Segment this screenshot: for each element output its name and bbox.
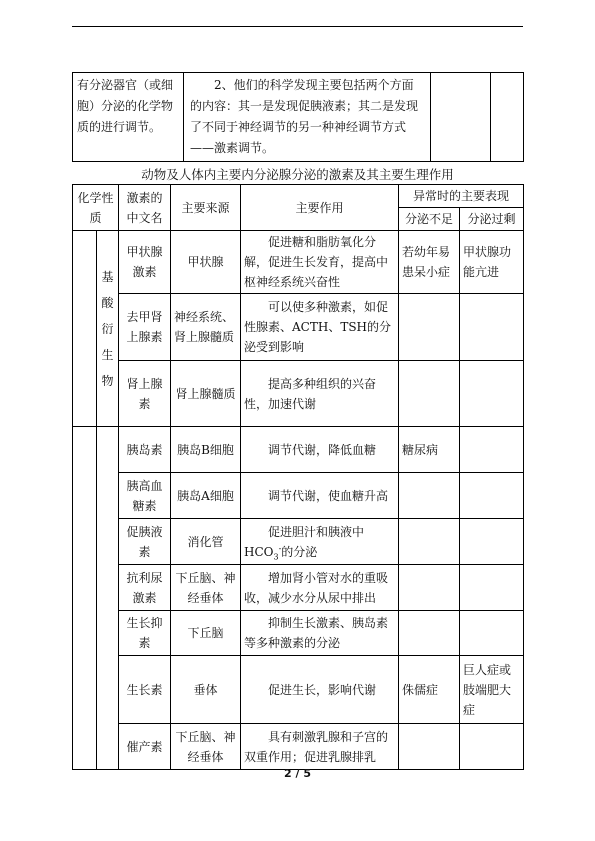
table-row	[73, 565, 524, 611]
hormone-name: 胰岛素	[119, 427, 171, 473]
hormone-function: 增加肾小管对水的重吸收，减少水分从尿中排出	[241, 565, 399, 611]
hormone-name: 生长素	[119, 656, 171, 724]
hormone-function: 抑制生长激素、胰岛素等多种激素的分泌	[241, 611, 399, 656]
hormone-excess	[460, 427, 524, 473]
hormone-name: 胰高血糖素	[119, 473, 171, 519]
hormone-deficient	[399, 361, 460, 427]
hormone-name: 促胰液素	[119, 519, 171, 565]
hormone-name: 甲状腺激素	[119, 231, 171, 294]
hormone-function: 促进生长，影响代谢	[241, 656, 399, 724]
group2-inner-cell	[97, 427, 119, 770]
hormone-excess: 甲状腺功能亢进	[460, 231, 524, 294]
table-caption: 动物及人体内主要内分泌腺分泌的激素及其主要生理作用	[141, 167, 454, 182]
table-row	[73, 473, 524, 519]
hormone-excess	[460, 294, 524, 361]
header-excess: 分泌过剩	[460, 208, 524, 231]
upper-empty-cell-1	[431, 73, 491, 162]
hormone-deficient	[399, 724, 460, 770]
hormone-deficient: 若幼年易患呆小症	[399, 231, 460, 294]
hormone-source: 下丘脑、神经垂体	[171, 565, 241, 611]
upper-left-cell: 有分泌器官（或细胞）分泌的化学物质的进行调节。	[73, 73, 184, 162]
upper-table	[72, 72, 524, 162]
hormone-name: 肾上腺素	[119, 361, 171, 427]
table-row	[73, 724, 524, 770]
hormone-excess	[460, 611, 524, 656]
upper-empty-cell-2	[491, 73, 524, 162]
hormone-source: 甲状腺	[171, 231, 241, 294]
table-row	[73, 656, 524, 724]
hormone-excess: 巨人症或肢端肥大症	[460, 656, 524, 724]
hormone-name: 生长抑素	[119, 611, 171, 656]
hormone-source: 肾上腺髓质	[171, 361, 241, 427]
hormone-source: 下丘脑	[171, 611, 241, 656]
hormone-source: 胰岛A细胞	[171, 473, 241, 519]
hormone-function: 促进糖和脂肪氧化分解，促进生长发育，提高中枢神经系统兴奋性	[241, 231, 399, 294]
hormone-function	[241, 519, 399, 565]
header-name: 激素的中文名	[119, 185, 171, 231]
hormone-excess	[460, 519, 524, 565]
hormone-excess	[460, 473, 524, 519]
hormone-table	[72, 184, 524, 770]
function-line-a: 促进胆汁和胰液中	[268, 524, 365, 539]
group1-outer-cell	[73, 231, 97, 427]
hormone-function: 提高多种组织的兴奋性，加速代谢	[241, 361, 399, 427]
table-row	[73, 611, 524, 656]
upper-main-cell: 2、他们的科学发现主要包括两个方面的内容：其一是发现促胰液素；其二是发现了不同于神经调节的另一种神经调节方式——激素调节。	[184, 73, 431, 162]
hormone-deficient: 侏儒症	[399, 656, 460, 724]
table-row	[73, 361, 524, 427]
group2-outer-cell	[73, 427, 97, 770]
table-row	[73, 294, 524, 361]
table-row	[73, 519, 524, 565]
hormone-excess	[460, 724, 524, 770]
header-row-1	[73, 185, 524, 208]
hormone-name: 去甲肾上腺素	[119, 294, 171, 361]
hormone-excess	[460, 565, 524, 611]
table-row	[73, 231, 524, 294]
upper-row	[73, 73, 524, 162]
hormone-deficient	[399, 611, 460, 656]
table-row	[73, 427, 524, 473]
hormone-deficient	[399, 294, 460, 361]
hormone-function: 调节代谢，降低血糖	[241, 427, 399, 473]
header-abnormal: 异常时的主要表现	[399, 185, 524, 208]
hormone-source: 消化管	[171, 519, 241, 565]
hormone-name: 催产素	[119, 724, 171, 770]
hormone-source: 神经系统、肾上腺髓质	[171, 294, 241, 361]
hormone-excess	[460, 361, 524, 427]
hormone-deficient: 糖尿病	[399, 427, 460, 473]
hormone-function: 具有刺激乳腺和子宫的双重作用；促进乳腺排乳	[241, 724, 399, 770]
group1-label: 基 酸 衍 生 物	[97, 231, 119, 427]
header-function: 主要作用	[241, 185, 399, 231]
hormone-function: 可以使多种激素，如促性腺素、ACTH、TSH的分泌受到影响	[241, 294, 399, 361]
header-nature: 化学性质	[73, 185, 119, 231]
hormone-function: 调节代谢，使血糖升高	[241, 473, 399, 519]
hormone-source: 垂体	[171, 656, 241, 724]
header-deficient: 分泌不足	[399, 208, 460, 231]
hormone-source: 胰岛B细胞	[171, 427, 241, 473]
page-number: 2 / 5	[284, 767, 311, 780]
hormone-name: 抗利尿激素	[119, 565, 171, 611]
function-line-b: $HCO_3^-$的分泌	[244, 543, 318, 561]
header-rule	[72, 26, 523, 27]
hormone-deficient	[399, 473, 460, 519]
hormone-deficient	[399, 519, 460, 565]
hormone-deficient	[399, 565, 460, 611]
header-source: 主要来源	[171, 185, 241, 231]
hormone-source: 下丘脑、神经垂体	[171, 724, 241, 770]
